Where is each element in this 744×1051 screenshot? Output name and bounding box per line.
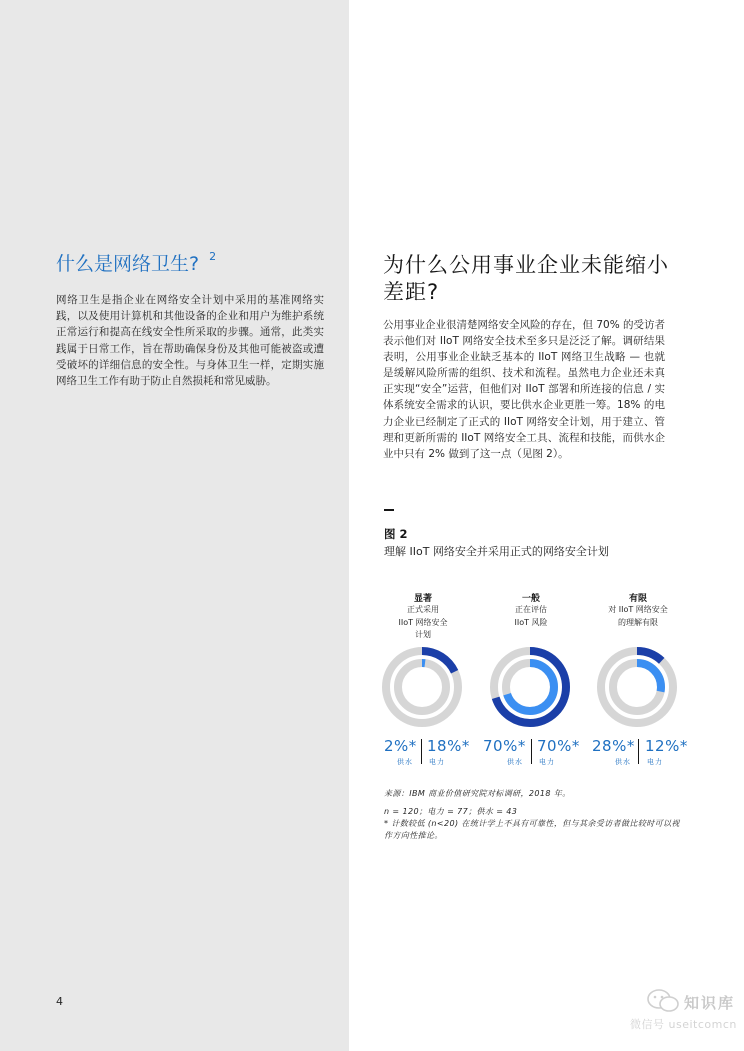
left-sidebar-panel	[0, 0, 349, 1051]
wechat-icon	[646, 988, 680, 1014]
sample-size-note: n = 120；电力 = 77；供水 = 43	[384, 807, 518, 816]
power-legend-label: 电力	[429, 758, 445, 766]
category-description-line: 对 IIoT 网络安全	[608, 605, 668, 614]
stat-separator	[531, 739, 532, 764]
power-percentage: 12%*	[645, 737, 688, 755]
power-legend-label: 电力	[647, 758, 663, 766]
category-heading: 显著	[413, 594, 432, 604]
power-percentage: 18%*	[427, 737, 470, 755]
stat-separator	[421, 739, 422, 764]
sidebar-title	[56, 252, 216, 279]
category-heading: 一般	[521, 594, 540, 604]
category-description	[583, 604, 693, 629]
category-description	[476, 604, 586, 629]
category-heading: 有限	[628, 594, 647, 604]
water-percentage: 2%*	[384, 737, 417, 755]
category-description-line: 正在评估	[515, 605, 547, 614]
watermark-brand: 知识库	[684, 994, 736, 1012]
water-percentage: 28%*	[592, 737, 635, 755]
water-percentage: 70%*	[483, 737, 526, 755]
donut-chart-group	[370, 640, 700, 732]
figure-divider	[384, 509, 394, 511]
footnote: * 计数较低 (n<20) 在统计学上不具有可靠性，但与其余受访者做比较时可以视作方向性推论。	[384, 819, 680, 840]
sidebar-title-footnote-ref[interactable]: 2	[209, 250, 217, 263]
watermark-account: 微信号 useitcomcn	[630, 1018, 737, 1031]
main-title: 为什么公用事业企业未能缩小差距?	[383, 253, 669, 304]
sidebar-body-text: 网络卫生是指企业在网络安全计划中采用的基准网络实践，以及使用计算机和其他设备的企业和用户为维护系统正常运行和提高在线安全性所采取的步骤。通常，此类实践属于日常工作，旨在帮助确保身份及其他可能被盗或遭受破坏的详细信息的安全性。与身体卫生一样，定期实施网络卫生工作有助于防止自然损耗和常见威胁。	[56, 294, 324, 388]
stat-separator	[638, 739, 639, 764]
figure-caption: 理解 IIoT 网络安全并采用正式的网络安全计划	[384, 545, 609, 558]
sidebar-title-text: 什么是网络卫生?	[56, 253, 200, 275]
category-description-line: IIoT 网络安全	[398, 617, 448, 627]
donut-track	[398, 663, 446, 711]
page-number: 4	[56, 995, 63, 1008]
category-description-line: 计划	[415, 630, 431, 639]
power-legend-label: 电力	[539, 758, 555, 766]
water-legend-label: 供水	[615, 758, 631, 766]
category-description	[368, 604, 478, 642]
source-note: 来源：IBM 商业价值研究院对标调研，2018 年。	[384, 789, 571, 798]
category-description-line: 的理解有限	[618, 617, 658, 627]
main-body-text: 公用事业企业很清楚网络安全风险的存在，但 70% 的受访者表示他们对 IIoT 网络安全技术至多只是泛泛了解。调研结果表明，公用事业企业缺乏基本的 IIoT 网络卫生战略 — 也就是缓解风险所需的组织、技术和流程。虽然电力企业还未真正实现“安全”运营，但他们对 IIoT 部署和所连接的信息 / 实体系统安全需求的认识，要比供水企业更胜一筹。18% 的电力企业已经制定了正式的 IIoT 网络安全计划，用于建立、管理和更新所需的 IIoT 网络安全工具、流程和技能，而供水企业中只有 2% 做到了这一点（见图 2）。	[383, 319, 666, 460]
power-percentage: 70%*	[537, 737, 580, 755]
water-legend-label: 供水	[397, 758, 413, 766]
water-legend-label: 供水	[507, 758, 523, 766]
category-description-line: 正式采用	[407, 605, 439, 614]
figure-label: 图 2	[384, 527, 408, 541]
category-description-line: IIoT 风险	[514, 617, 548, 627]
